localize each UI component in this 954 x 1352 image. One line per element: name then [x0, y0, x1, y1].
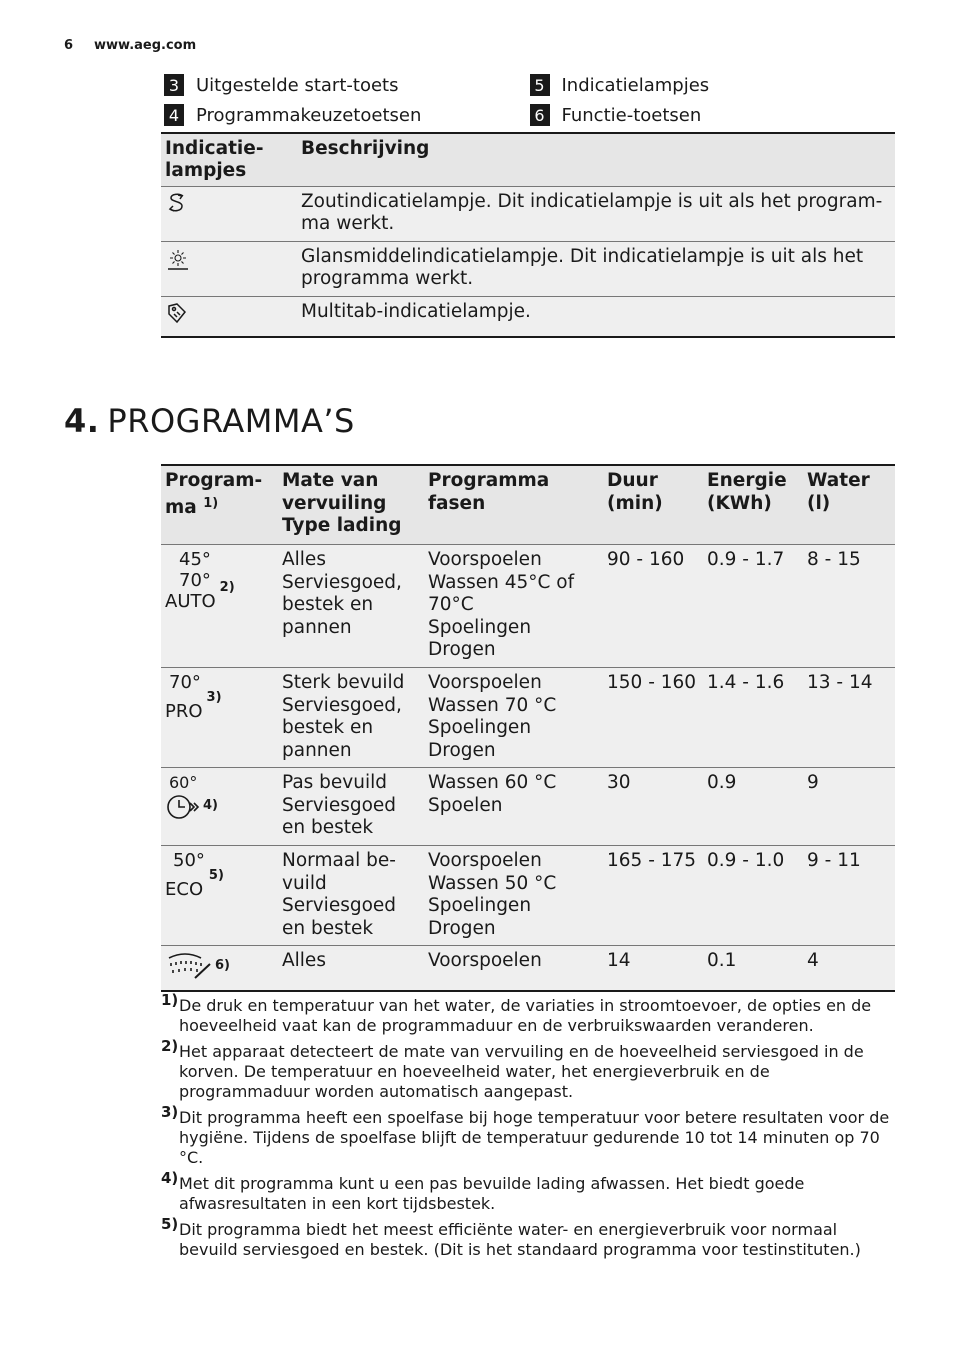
phases-cell: Voorspoelen	[424, 946, 603, 991]
program-symbol-cell	[161, 668, 278, 768]
section-number: 4.	[64, 402, 100, 440]
duration-cell: 30	[603, 768, 703, 846]
footnote-ref: 5)	[208, 868, 224, 883]
auto-program-icon: 45° 70° AUTO	[165, 549, 216, 612]
column-header-duration: Duur (min)	[603, 465, 703, 545]
legend-number: 3	[164, 74, 184, 96]
program-symbol-cell	[161, 846, 278, 946]
clock-forward-icon	[165, 793, 201, 821]
footnote-ref: 2)	[219, 580, 235, 595]
table-row	[161, 946, 895, 991]
phases-cell: Voorspoelen Wassen 50 °C Spoelingen Drogen	[424, 846, 603, 946]
column-header-energy: Energie (KWh)	[703, 465, 803, 545]
column-header-phases: Programma fasen	[424, 465, 603, 545]
soil-cell: Alles Serviesgoed, bestek en pannen	[278, 545, 424, 668]
table-row	[161, 242, 895, 297]
control-panel-legend	[164, 70, 895, 130]
icon-cell	[161, 297, 297, 337]
footnote-ref: 4)	[203, 798, 218, 813]
soil-cell: Normaal be- vuild Serviesgoed en bestek	[278, 846, 424, 946]
program-symbol-cell	[161, 946, 278, 991]
footnote-ref: 6)	[215, 958, 230, 973]
table-header-row	[161, 133, 895, 187]
water-cell: 9	[803, 768, 895, 846]
icon-cell	[161, 187, 297, 242]
phases-cell: Wassen 60 °C Spoelen	[424, 768, 603, 846]
table-row	[161, 187, 895, 242]
page-number: 6	[64, 38, 74, 53]
table-row	[161, 846, 895, 946]
multitab-indicator-icon	[165, 301, 189, 325]
quick-program-icon: 60°	[165, 772, 201, 826]
phases-cell: Voorspoelen Wassen 45°C of 70°C Spoelingen Drogen	[424, 545, 603, 668]
footnote: 5) Dit programma biedt het meest efficiënte water- en energieverbruik voor normaal bevuild serviesgoed en bestek. (Dit is het standaard programma voor testinstituten.)	[161, 1215, 861, 1259]
soil-cell: Alles	[278, 946, 424, 991]
legend-label: Uitgestelde start-toets	[196, 74, 399, 96]
program-symbol-cell	[161, 545, 278, 668]
footnote: 3) Dit programma heeft een spoelfase bij hoge temperatuur voor betere resultaten voor de hygiëne. Tijdens de spoelfase blijft de temperatuur gedurende 10 tot 14 minuten op 70 °C.	[161, 1103, 890, 1167]
salt-indicator-icon	[165, 191, 189, 215]
energy-cell: 1.4 - 1.6	[703, 668, 803, 768]
prewash-program-icon	[165, 950, 211, 980]
column-header: Indicatie- lampjes	[161, 133, 297, 187]
legend-number: 4	[164, 104, 184, 126]
table-header-row	[161, 465, 895, 545]
eco-program-icon: 50° ECO	[165, 850, 205, 900]
water-cell: 9 - 11	[803, 846, 895, 946]
column-header-soil: Mate van vervuiling Type lading	[278, 465, 424, 545]
pro-program-icon: 70° PRO	[165, 672, 203, 722]
duration-cell: 150 - 160	[603, 668, 703, 768]
description-cell: Multitab-indicatielampje.	[297, 297, 895, 337]
footnotes	[161, 991, 895, 1262]
table-row	[161, 768, 895, 846]
rinse-aid-indicator-icon	[165, 246, 191, 272]
energy-cell: 0.1	[703, 946, 803, 991]
description-cell: Glansmiddelindicatielampje. Dit indicatielampje is uit als het programma werkt.	[297, 242, 895, 297]
description-cell: Zoutindicatielampje. Dit indicatielampje is uit als het program- ma werkt.	[297, 187, 895, 242]
footnote: 1) De druk en temperatuur van het water, de variaties in stroomtoevoer, de opties en de hoeveelheid vaat kan de programmaduur en de verbruikswaarden veranderen.	[161, 991, 872, 1035]
footnote: 4) Met dit programma kunt u een pas bevuilde lading afwassen. Het biedt goede afwasresultaten in een kort tijdsbestek.	[161, 1169, 805, 1213]
phases-cell: Voorspoelen Wassen 70 °C Spoelingen Drogen	[424, 668, 603, 768]
soil-cell: Pas bevuild Serviesgoed en bestek	[278, 768, 424, 846]
energy-cell: 0.9	[703, 768, 803, 846]
program-symbol-cell	[161, 768, 278, 846]
indicator-table	[161, 132, 895, 338]
section-title: PROGRAMMA’S	[107, 402, 355, 440]
column-header-program: Program- ma $^{1)}$	[161, 465, 278, 545]
table-row	[161, 545, 895, 668]
soil-cell: Sterk bevuild Serviesgoed, bestek en pannen	[278, 668, 424, 768]
energy-cell: 0.9 - 1.7	[703, 545, 803, 668]
duration-cell: 14	[603, 946, 703, 991]
column-header-water: Water (l)	[803, 465, 895, 545]
table-row	[161, 668, 895, 768]
page-header	[64, 38, 196, 53]
programs-table	[161, 464, 895, 992]
column-header: Beschrijving	[297, 133, 895, 187]
footnote-ref: 1)	[203, 495, 219, 511]
footnote: 2) Het apparaat detecteert de mate van vervuiling en de hoeveelheid serviesgoed in de korven. De temperatuur en hoeveelheid water, het energieverbruik en de programmaduur worden automatisch aangepast.	[161, 1037, 864, 1101]
legend-number: 5	[530, 74, 550, 96]
legend-number: 6	[530, 104, 550, 126]
duration-cell: 165 - 175	[603, 846, 703, 946]
duration-cell: 90 - 160	[603, 545, 703, 668]
icon-cell	[161, 242, 297, 297]
table-row	[161, 297, 895, 337]
water-cell: 13 - 14	[803, 668, 895, 768]
legend-label: Indicatielampjes	[561, 74, 710, 96]
water-cell: 4	[803, 946, 895, 991]
section-heading	[64, 402, 355, 440]
water-cell: 8 - 15	[803, 545, 895, 668]
legend-label: Functie-toetsen	[561, 104, 702, 126]
footnote-ref: 3)	[206, 690, 222, 705]
energy-cell: 0.9 - 1.0	[703, 846, 803, 946]
legend-label: Programmakeuzetoetsen	[196, 104, 422, 126]
site-url: www.aeg.com	[94, 38, 197, 53]
